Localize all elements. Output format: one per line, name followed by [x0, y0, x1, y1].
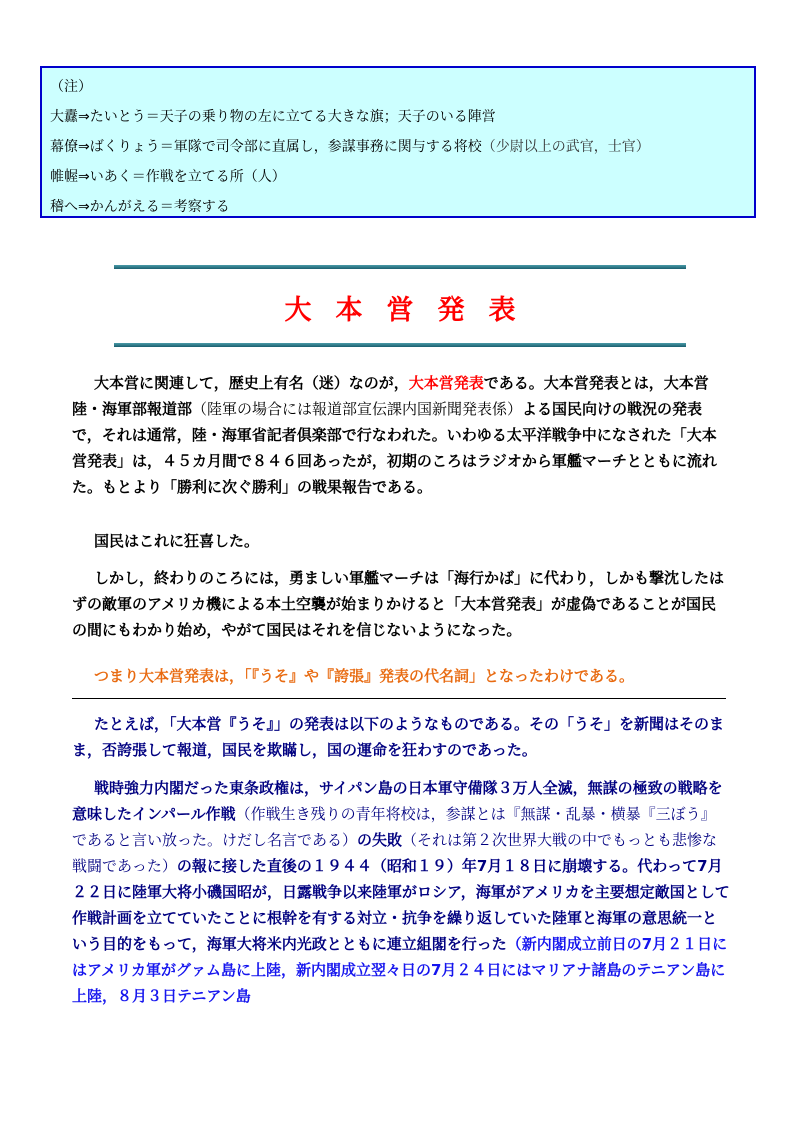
paragraph-5: たとえば，「大本営『うそ』」の発表は以下のようなものである。その「うそ」を新聞はそのまま，否誇張して報道，国民を欺瞞し，国の運命を狂わすのであった。 [72, 715, 725, 759]
p6-paren: （作戦生き残りの青年将校は，参謀とは『無謀・乱暴・横暴『三ぼう』であると言い放った。けだし名言である） [72, 805, 716, 849]
section-divider [72, 698, 726, 699]
p6-blue-text: （新内閣成立前日の7月２１日にはアメリカ軍がグァム島に上陸，新内閣成立翌々日の7月２４日にはマリアナ諸島のテニアン島に上陸，８月３日テニアン島 [72, 935, 728, 1005]
p6-text-c: の報に接した直後の１９４４（昭和１９）年7月１８日に崩壊する。代わって7月２２日に陸軍大将小磯国昭が，日露戦争以来陸軍がロシア，海軍がアメリカを主要想定敵国として作戦計画を立てていたことに根幹を有する対立・抗争を繰り返していた陸軍と海軍の意思統一という目的をもって，海軍大将米内光政とともに連立組閣を行った [72, 857, 730, 953]
note-text: 帷幄⇒いあく＝作戦を立てる所（人） [50, 169, 286, 185]
notes-heading: （注） [50, 79, 92, 95]
note-line-2 [50, 132, 746, 162]
paragraph-2: 国民はこれに狂喜した。 [94, 532, 260, 550]
p6-text-a: 戦時強力内閣だった東条政権は，サイパン島の日本軍守備隊３万人全滅，無謀の極致の戦略を意味したインパール作戦 [72, 779, 723, 823]
paragraph-3: しかし，終わりのころには，勇ましい軍艦マーチは「海行かば」に代わり，しかも撃沈したはずの敵軍のアメリカ機による本土空襲が始まりかけると「大本営発表」が虚偽であることが国民の間にもわかり始め，やがて国民はそれを信じないようになった。 [72, 569, 725, 639]
p6-paren-2: （それは第２次世界大戦の中でもっとも悲惨な戦闘であった） [72, 831, 718, 875]
note-paren: （少尉以上の武官，士官） [481, 139, 650, 155]
paragraph-4-conclusion: つまり大本営発表は，「『うそ』や『誇張』発表の代名詞」となったわけである。 [94, 667, 635, 685]
paragraph-6 [72, 775, 730, 1009]
note-text: 幕僚⇒ばくりょう＝軍隊で司令部に直属し，参謀事務に関与する将校 [50, 139, 482, 155]
notes-box [40, 66, 756, 218]
note-line-1 [50, 102, 746, 132]
p1-highlight: 大本営発表 [408, 374, 484, 392]
p1-text-b: である。大本営発表とは，大本営陸・海軍部報道部 [72, 374, 709, 418]
note-line-3 [50, 162, 746, 192]
title-rule-bottom [114, 343, 686, 347]
p1-text-c: よる国民向けの戦況の発表で，それは通常，陸・海軍省記者倶楽部で行なわれた。いわゆる太平洋戦争中になされた「大本営発表」は，４５カ月間で８４６回あったが，初期のころはラジオから軍艦マーチとともに流れた。もとより「勝利に次ぐ勝利」の戦果報告である。 [72, 400, 717, 496]
p6-text-b: の失敗 [357, 831, 403, 849]
note-line-4 [50, 192, 746, 222]
note-text: 大纛⇒たいとう＝天子の乗り物の左に立てる大きな旗；天子のいる陣営 [50, 109, 496, 125]
page-title: 大本営発表 [284, 295, 540, 326]
note-text: 稽へ⇒かんがえる＝考察する [50, 199, 230, 215]
paragraph-1 [72, 370, 730, 500]
p1-text-a: 大本営に関連して，歴史上有名（迷）なのが， [94, 374, 409, 392]
title-rule-top [114, 265, 686, 269]
p1-paren: （陸軍の場合には報道部宣伝課内国新聞発表係） [192, 400, 523, 418]
